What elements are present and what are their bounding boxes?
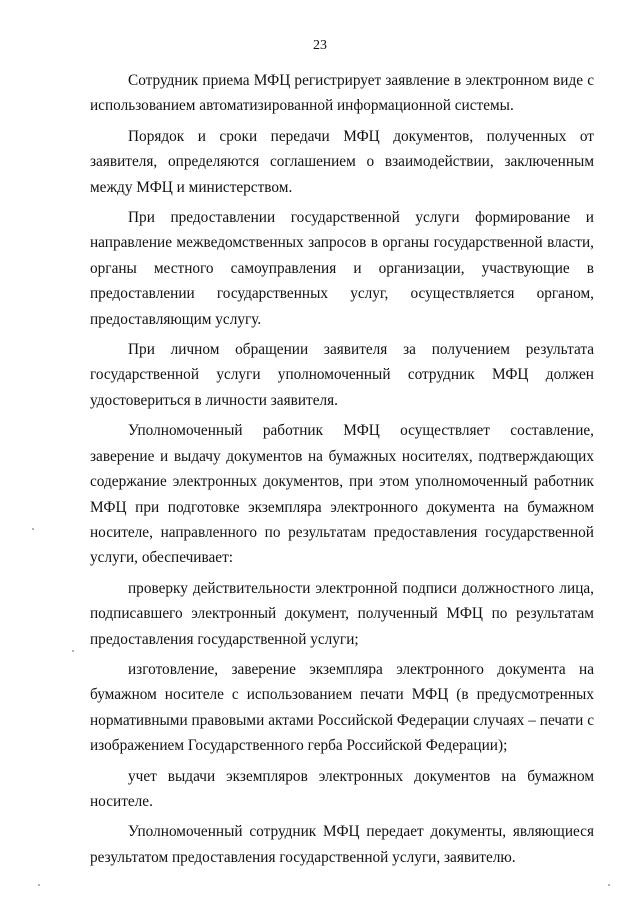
- paragraph-issue-accounting: учет выдачи экземпляров электронных документов на бумажном носителе.: [90, 767, 594, 810]
- document-body: [90, 68, 594, 875]
- paragraph-interagency-requests: При предоставлении государственной услуги формирование и направление межведомственных запросов в органы государственной власти, органы местного самоуправления и организации, участвующие в предоставлении государственных услуг, осуществляется органом, предоставляющим услугу.: [90, 209, 594, 328]
- scan-speck: [72, 650, 74, 652]
- scan-speck: [38, 884, 40, 886]
- page-number: 23: [313, 38, 327, 53]
- paragraph-transfer-procedure: Порядок и сроки передачи МФЦ документов, полученных от заявителя, определяются соглашением о взаимодействии, заключенным между МФЦ и министерством.: [90, 127, 594, 196]
- scan-speck: [608, 884, 610, 886]
- paragraph-copy-production: изготовление, заверение экземпляра электронного документа на бумажном носителе с использованием печати МФЦ (в предусмотренных нормативными правовыми актами Российской Федерации случаях – печати с изображением Государственного герба Российской Федерации);: [90, 660, 594, 755]
- paragraph-result-handover: Уполномоченный сотрудник МФЦ передает документы, являющиеся результатом предоставления государственной услуги, заявителю.: [90, 823, 594, 866]
- paragraph-signature-check: проверку действительности электронной подписи должностного лица, подписавшего электронный документ, полученный МФЦ по результатам предоставления государственной услуги;: [90, 579, 594, 648]
- scan-speck: [32, 528, 34, 530]
- paragraph-paper-copies: Уполномоченный работник МФЦ осуществляет составление, заверение и выдачу документов на бумажных носителях, подтверждающих содержание электронных документов, при этом уполномоченный работник МФЦ при подготовке экземпляра электронного документа на бумажном носителе, направленного по результатам предоставления государственной услуги, обеспечивает:: [90, 422, 594, 567]
- paragraph-registration: Сотрудник приема МФЦ регистрирует заявление в электронном виде с использованием автоматизированной информационной системы.: [90, 72, 594, 115]
- paragraph-identity-verification: При личном обращении заявителя за получением результата государственной услуги уполномоченный сотрудник МФЦ должен удостовериться в личности заявителя.: [90, 341, 594, 409]
